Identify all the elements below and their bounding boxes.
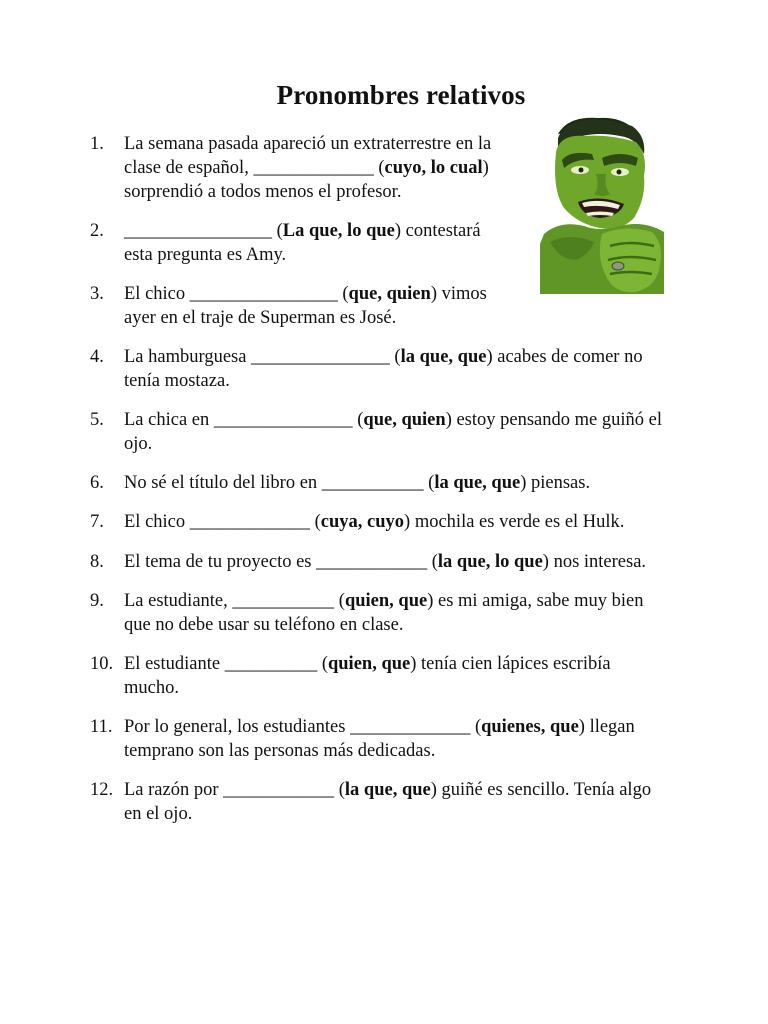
exercise-text: ) guiñé es sencillo. Tenía algo [430,780,652,800]
exercise-line [124,652,611,676]
answer-options: la que, que [344,780,431,800]
exercise-text: ) contestará [394,221,481,241]
answer-options: que, quien [348,284,431,304]
exercise-line [124,589,644,613]
exercise-line [124,282,487,306]
answer-options: quien, que [327,654,411,674]
exercise-line [124,369,230,393]
exercise-text: ) acabes de comer no [486,347,643,367]
exercise-text: esta pregunta es Amy. [124,245,287,265]
exercise-text: que no debe usar su teléfono en clase. [124,615,404,635]
exercise-text: ) nos interesa. [542,552,647,572]
exercise-text: El tema de tu proyecto es ____________ ( [124,552,438,572]
exercise-line [124,132,491,156]
hulk-illustration [540,114,664,294]
exercise-line [124,306,396,330]
exercise-text: Por lo general, los estudiantes _____________ ( [124,717,482,737]
exercise-line [124,802,192,826]
exercise-text: sorprendió a todos menos el profesor. [124,182,402,202]
exercise-number: 4. [90,347,104,367]
exercise-text: mucho. [124,678,179,698]
exercise-text: No sé el título del libro en ___________ ( [124,473,435,493]
answer-options: La que, lo que [282,221,395,241]
exercise-line [124,156,489,180]
exercise-text: ) piensas. [520,473,591,493]
answer-options: cuya, cuyo [320,512,405,532]
exercise-line [124,550,646,574]
exercise-text: tenía mostaza. [124,371,230,391]
exercise-line [124,243,286,267]
exercise-number: 5. [90,410,104,430]
exercise-number: 3. [90,284,104,304]
answer-options: la que, lo que [437,552,543,572]
exercise-line [124,180,401,204]
exercise-text: ) es mi amiga, sabe muy bien [427,591,644,611]
exercise-text: ojo. [124,434,153,454]
exercise-number: 9. [90,591,104,611]
exercise-number: 7. [90,512,104,532]
exercise-line [124,408,662,432]
exercise-text: ayer en el traje de Superman es José. [124,308,397,328]
exercise-text: ) estoy pensando me guiñó el [445,410,662,430]
exercise-text: ) llegan [578,717,635,737]
exercise-number: 1. [90,134,104,154]
exercise-text: La semana pasada apareció un extraterrestre en la [124,134,492,154]
answer-options: que, quien [363,410,446,430]
answer-options: quien, que [344,591,428,611]
exercise-line [124,510,624,534]
exercise-number: 12. [90,780,114,800]
exercise-line [124,676,179,700]
exercise-line [124,739,435,763]
answer-options: la que, que [434,473,521,493]
exercise-line [124,432,152,456]
exercise-line [124,715,635,739]
exercise-text: ) mochila es verde es el Hulk. [404,512,625,532]
exercise-text: temprano son las personas más dedicadas. [124,741,436,761]
exercise-text: en el ojo. [124,804,193,824]
exercise-number: 8. [90,552,104,572]
exercise-text: El chico _____________ ( [124,512,321,532]
exercise-text: clase de español, _____________ ( [124,158,385,178]
exercise-line [124,613,403,637]
exercise-number: 2. [90,221,104,241]
exercise-line [124,471,590,495]
answer-options: la que, que [400,347,487,367]
exercise-number: 6. [90,473,104,493]
exercise-line [124,345,643,369]
exercise-text: El chico ________________ ( [124,284,349,304]
exercise-line [124,219,481,243]
exercise-text: El estudiante __________ ( [124,654,328,674]
exercise-number: 11. [90,717,113,737]
exercise-text: ) vimos [430,284,487,304]
exercise-text: La estudiante, ___________ ( [124,591,345,611]
exercise-text: La razón por ____________ ( [124,780,345,800]
exercise-number: 10. [90,654,114,674]
page-title: Pronombres relativos [276,80,526,110]
answer-options: cuyo, lo cual [384,158,483,178]
exercise-text: ) [482,158,489,178]
exercise-text: ) tenía cien lápices escribía [410,654,611,674]
answer-options: quienes, que [481,717,579,737]
exercise-text: ________________ ( [124,221,283,241]
exercise-text: La hamburguesa _______________ ( [124,347,401,367]
exercise-line [124,778,651,802]
exercise-text: La chica en _______________ ( [124,410,364,430]
